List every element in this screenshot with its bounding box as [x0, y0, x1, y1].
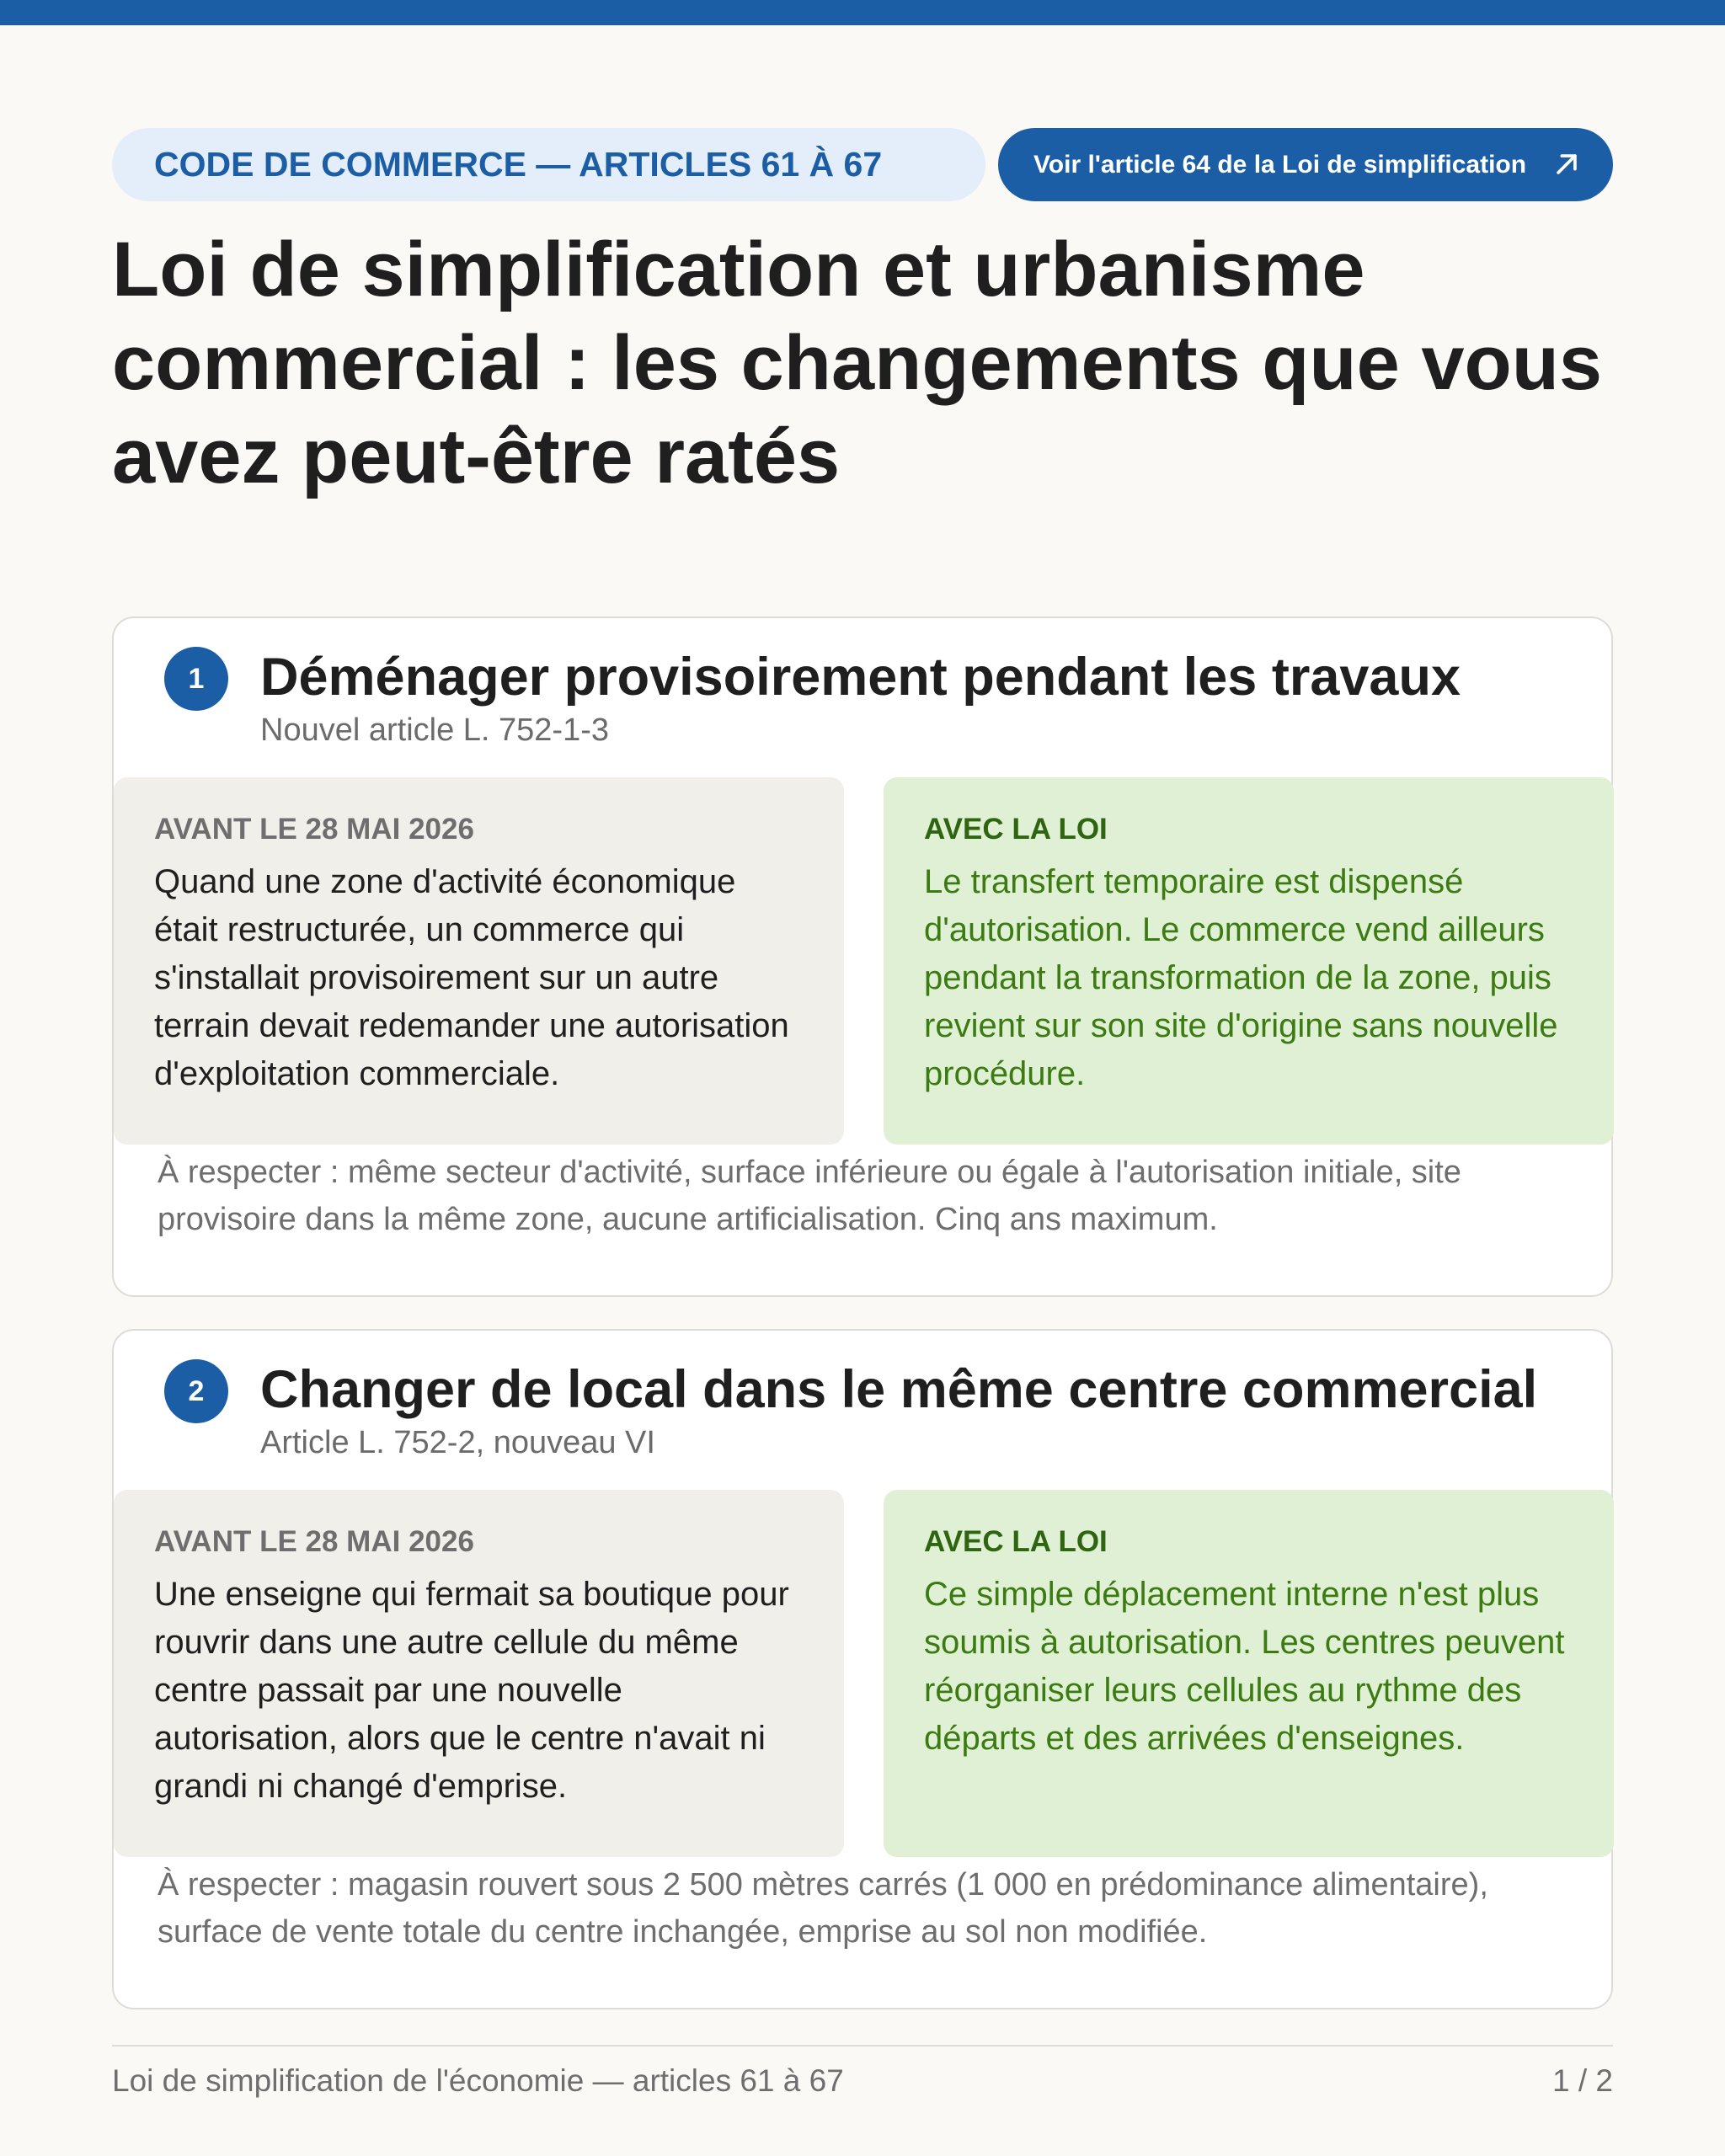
change-card-2	[112, 1329, 1613, 2009]
arrow-up-right-icon	[1552, 150, 1581, 179]
after-label: AVEC LA LOI	[924, 813, 1108, 846]
conditions-note: À respecter : même secteur d'activité, surface inférieure ou égale à l'autorisation initiale, site provisoire dans la même zone, aucune artificialisation. Cinq ans maximum.	[158, 1155, 1461, 1237]
card-title: Déménager provisoirement pendant les travaux	[260, 648, 1461, 707]
card-title: Changer de local dans le même centre commercial	[260, 1360, 1538, 1419]
conditions-note: À respecter : magasin rouvert sous 2 500 mètres carrés (1 000 en prédominance alimentaire), surface de vente totale du centre inchangée, emprise au sol non modifiée.	[158, 1867, 1488, 1950]
card-article-reference: Article L. 752-2, nouveau VI	[260, 1425, 655, 1460]
after-text: Ce simple déplacement interne n'est plus soumis à autorisation. Les centres peuvent réorganiser leurs cellules au rythme des départs et des arrivées d'enseignes.	[924, 1576, 1565, 1757]
card-article-reference: Nouvel article L. 752-1-3	[260, 712, 609, 748]
page-number: 1 / 2	[1552, 2063, 1613, 2098]
card-number-badge: 1	[164, 647, 228, 711]
after-panel	[884, 1490, 1614, 1857]
before-label: AVANT LE 28 MAI 2026	[154, 1525, 474, 1558]
section-badge: CODE DE COMMERCE — ARTICLES 61 À 67	[112, 128, 985, 201]
page-title: Loi de simplification et urbanisme commercial : les changements que vous avez peut-être ratés	[112, 227, 1603, 499]
view-article-link-label: Voir l'article 64 de la Loi de simplification	[1033, 151, 1527, 179]
after-text: Le transfert temporaire est dispensé d'autorisation. Le commerce vend ailleurs pendant la transformation de la zone, puis revient sur son site d'origine sans nouvelle procédure.	[924, 863, 1558, 1092]
before-text: Quand une zone d'activité économique était restructurée, un commerce qui s'installait provisoirement sur un autre terrain devait redemander une autorisation d'exploitation commerciale.	[154, 863, 789, 1092]
change-card-1	[112, 616, 1613, 1297]
footer-source: Loi de simplification de l'économie — articles 61 à 67	[112, 2063, 844, 2098]
after-label: AVEC LA LOI	[924, 1525, 1108, 1558]
before-panel	[114, 777, 844, 1145]
after-panel	[884, 777, 1614, 1145]
before-text: Une enseigne qui fermait sa boutique pour rouvrir dans une autre cellule du même centre passait par une nouvelle autorisation, alors que le centre n'avait ni grandi ni changé d'emprise.	[154, 1576, 789, 1805]
top-accent-bar	[0, 0, 1725, 25]
header-row	[112, 128, 1613, 201]
footer-divider	[112, 2045, 1613, 2047]
card-number-badge: 2	[164, 1359, 228, 1423]
before-panel	[114, 1490, 844, 1857]
before-label: AVANT LE 28 MAI 2026	[154, 813, 474, 846]
view-article-link-button[interactable]	[998, 128, 1613, 201]
